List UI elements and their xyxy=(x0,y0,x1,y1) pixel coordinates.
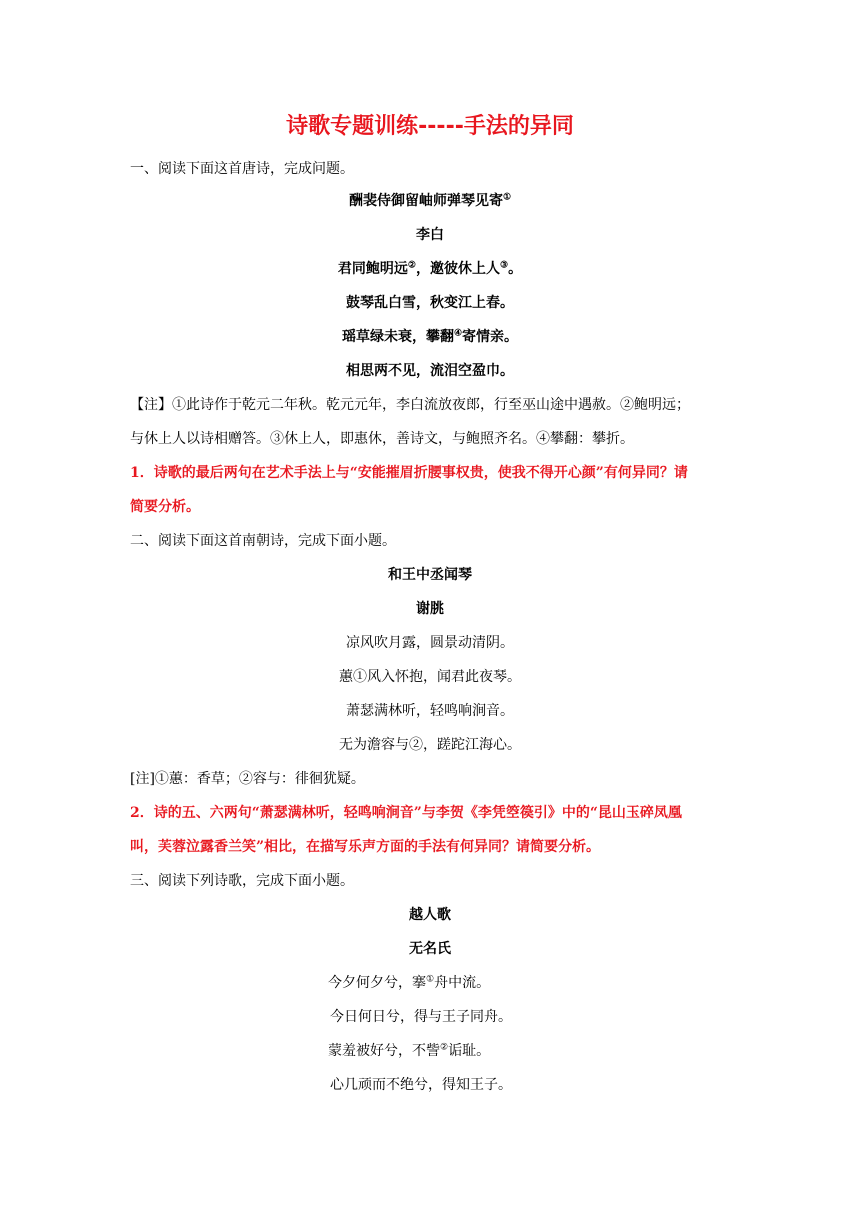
poem2-note: [注]①蕙：香草；②容与：徘徊犹疑。 xyxy=(130,771,365,787)
poem2-line1: 凉风吹月露，圆景动清阴。 xyxy=(346,635,514,651)
poem2-title: 和王中丞闻琴 xyxy=(388,567,472,583)
poem3-author: 无名氏 xyxy=(409,941,451,957)
poem1-note-line1: 【注】①此诗作于乾元二年秋。乾元元年，李白流放夜郎，行至巫山途中遇赦。②鲍明远； xyxy=(130,397,690,413)
question2-line1: 2．诗的五、六两句“萧瑟满林听，轻鸣响涧音”与李贺《李凭箜篌引》中的“昆山玉碎凤凰 xyxy=(130,805,682,821)
poem1-line1: 君同鲍明远②，邀彼休上人③。 xyxy=(337,260,523,277)
poem1-line4: 相思两不见，流泪空盈巾。 xyxy=(346,363,514,379)
poem1-note-line2: 与休上人以诗相赠答。③休上人，即惠休，善诗文，与鲍照齐名。④攀翻：攀折。 xyxy=(130,431,634,447)
poem2-line4: 无为澹容与②，蹉跎江海心。 xyxy=(339,737,521,753)
question1-line1: 1．诗歌的最后两句在艺术手法上与“安能摧眉折腰事权贵，使我不得开心颜”有何异同？请 xyxy=(130,465,688,481)
poem2-author: 谢朓 xyxy=(416,601,444,617)
section2-heading: 二、阅读下面这首南朝诗，完成下面小题。 xyxy=(130,533,396,549)
poem2-line2: 蕙①风入怀抱，闻君此夜琴。 xyxy=(339,669,521,685)
poem1-author: 李白 xyxy=(416,227,444,243)
poem1-line2: 鼓琴乱白雪，秋变江上春。 xyxy=(346,295,514,311)
section1-heading: 一、阅读下面这首唐诗，完成问题。 xyxy=(130,161,354,177)
poem1-title: 酬裴侍御留岫师弹琴见寄① xyxy=(348,192,512,209)
page-title: 诗歌专题训练-----手法的异同 xyxy=(286,114,574,139)
poem3-line3: 蒙羞被好兮，不訾②诟耻。 xyxy=(328,1042,491,1059)
poem3-line1: 今夕何夕兮，搴①舟中流。 xyxy=(328,974,491,991)
poem2-line3: 萧瑟满林听，轻鸣响涧音。 xyxy=(346,703,514,719)
question2-line2: 叫，芙蓉泣露香兰笑”相比，在描写乐声方面的手法有何异同？请简要分析。 xyxy=(130,839,601,855)
question1-line2: 简要分析。 xyxy=(130,499,200,515)
section3-heading: 三、阅读下列诗歌，完成下面小题。 xyxy=(130,873,354,889)
poem3-line2: 今日何日兮，得与王子同舟。 xyxy=(330,1009,512,1025)
poem1-line3: 瑶草绿未衰，攀翻④寄情亲。 xyxy=(341,328,519,345)
poem3-line4: 心几顽而不绝兮，得知王子。 xyxy=(330,1077,512,1093)
poem3-title: 越人歌 xyxy=(409,907,451,923)
